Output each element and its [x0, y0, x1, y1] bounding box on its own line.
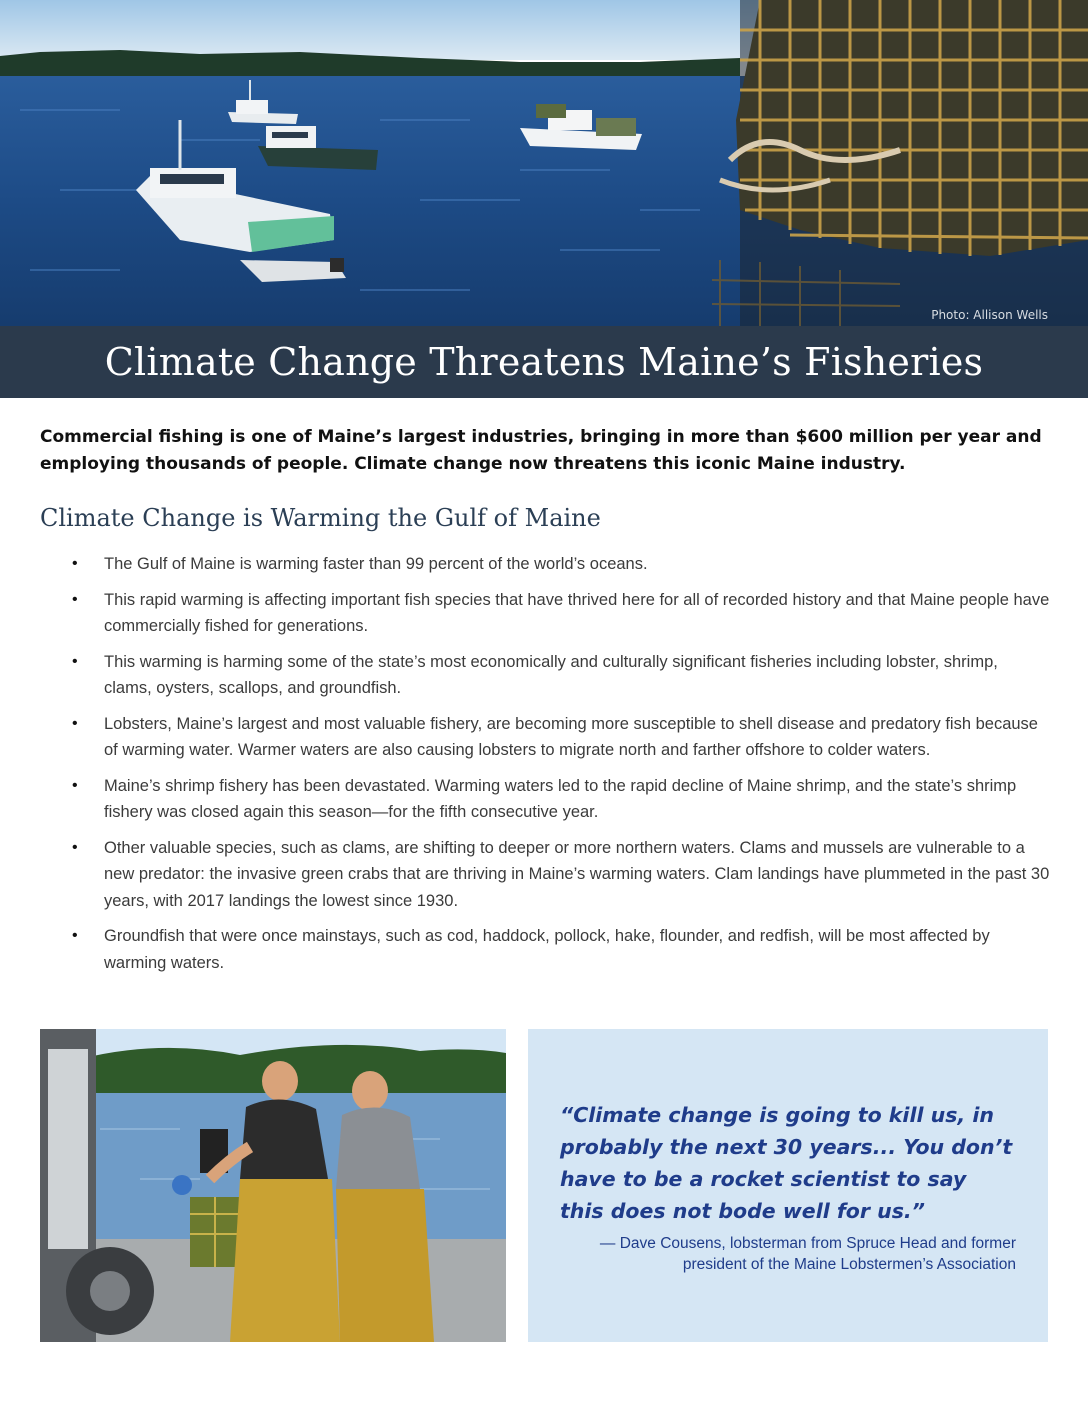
- page-title: Climate Change Threatens Maine’s Fisheries: [104, 340, 984, 384]
- bullet-icon: •: [72, 555, 78, 572]
- bullet-icon: •: [72, 590, 78, 608]
- list-item-text: Groundfish that were once mainstays, such as cod, haddock, pollock, hake, flounder, and redfish, will be most affected by warming waters.: [104, 927, 990, 972]
- bullet-icon: •: [72, 927, 78, 944]
- list-item: [58, 587, 1050, 640]
- pull-quote: “Climate change is going to kill us, in probably the next 30 years... You don’t have to be a rocket scientist to say this does not bode well for us.”: [560, 1103, 1013, 1223]
- list-item-text: Other valuable species, such as clams, are shifting to deeper or more northern waters. Clams and mussels are vulnerable to a new predator: the invasive green crabs that are thriving in Maine’s warming waters. Clam landings have plummeted in the past 30 years, with 2017 landings the lowest since 1930.: [104, 838, 1050, 910]
- lobstermen-photo: [40, 1029, 506, 1342]
- list-item-text: Maine’s shrimp fishery has been devastated. Warming waters led to the rapid decline of Maine shrimp, and the state’s shrimp fishery was closed again this season—for the fifth consecutive year.: [104, 776, 1017, 821]
- bullet-icon: •: [72, 652, 78, 670]
- list-item-text: Lobsters, Maine’s largest and most valuable fishery, are becoming more susceptible to shell disease and predatory fish because of warming water. Warmer waters are also causing lobsters to migrate north and farther offshore to colder waters.: [104, 714, 1038, 759]
- list-item: [58, 711, 1050, 764]
- harbor-boats-image: [0, 0, 1088, 326]
- list-item: [58, 551, 1050, 578]
- bullet-list: [58, 551, 1050, 985]
- lobstermen-hauling-trap-image: [40, 1029, 506, 1342]
- hero-photo: [0, 0, 1088, 326]
- list-item: [58, 835, 1050, 915]
- bullet-icon: •: [72, 714, 78, 732]
- bullet-icon: •: [72, 776, 78, 794]
- quote-attribution: [560, 1233, 1016, 1275]
- quote-box: [528, 1029, 1048, 1342]
- list-item-text: The Gulf of Maine is warming faster than 99 percent of the world’s oceans.: [104, 555, 648, 573]
- list-item-text: This warming is harming some of the state’s most economically and culturally significant fisheries including lobster, shrimp, clams, oysters, scallops, and groundfish.: [104, 652, 998, 697]
- list-item-text: This rapid warming is affecting important fish species that have thrived here for all of recorded history and that Maine people have commercially fished for generations.: [104, 590, 1050, 635]
- intro-paragraph: Commercial fishing is one of Maine’s largest industries, bringing in more than $600 million per year and employing thousands of people. Climate change now threatens this iconic Maine industry.: [40, 427, 1042, 474]
- quote-attribution-line: — Dave Cousens, lobsterman from Spruce Head and former: [599, 1235, 1016, 1252]
- section-heading: Climate Change is Warming the Gulf of Maine: [40, 504, 601, 532]
- list-item: [58, 923, 1050, 976]
- list-item: [58, 773, 1050, 826]
- quote-attribution-line: president of the Maine Lobstermen’s Association: [682, 1256, 1016, 1273]
- photo-credit: Photo: Allison Wells: [931, 308, 1048, 322]
- bullet-icon: •: [72, 838, 78, 856]
- title-banner: [0, 326, 1088, 398]
- list-item: [58, 649, 1050, 702]
